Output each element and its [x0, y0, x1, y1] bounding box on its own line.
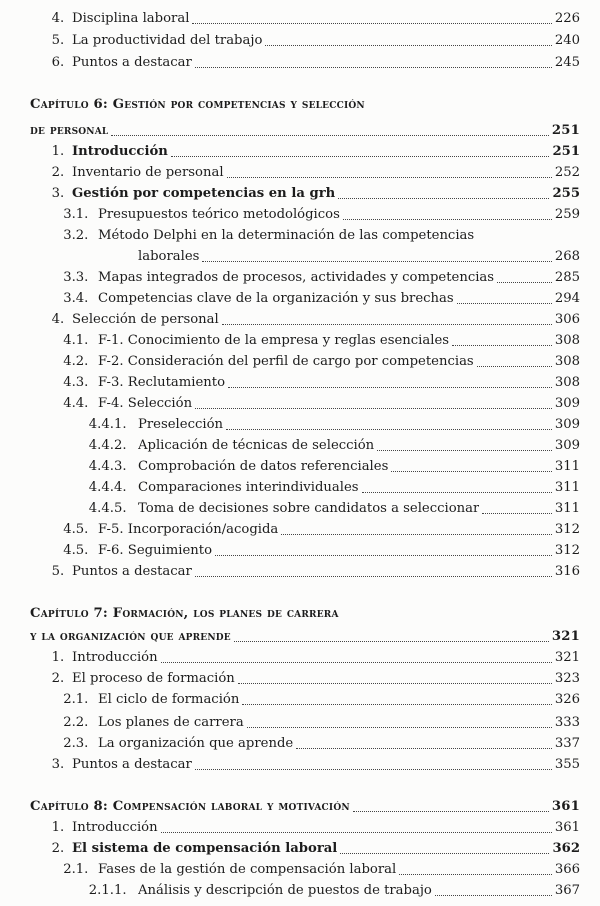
- toc-entry-title: Aplicación de técnicas de selección: [138, 438, 375, 453]
- toc-entry-number: 5.: [51, 33, 65, 48]
- toc-page-number: 312: [554, 543, 580, 558]
- toc-entry-number: 2.2.: [63, 715, 89, 730]
- toc-entry-number: 5.: [51, 564, 65, 579]
- toc-entry-title: Puntos a destacar: [72, 564, 192, 579]
- toc-leader-dots: [171, 155, 550, 157]
- toc-leader-dots: [227, 176, 552, 178]
- toc-entry: [72, 30, 580, 52]
- toc-entry: [138, 498, 580, 520]
- toc-entry-title: Fases de la gestión de compensación laboral: [98, 862, 397, 877]
- toc-entry-title: Capítulo 7: Formación, los planes de carrera: [30, 606, 339, 621]
- toc-entry-title: Comprobación de datos referenciales: [138, 459, 389, 474]
- toc-page-number: 251: [552, 144, 580, 159]
- toc-entry: [138, 435, 580, 457]
- toc-entry-title: Comparaciones interindividuales: [138, 480, 359, 495]
- toc-entry: [72, 183, 580, 205]
- toc-entry-number: 4.4.: [63, 396, 89, 411]
- toc-page-number: 294: [554, 291, 580, 306]
- toc-leader-dots: [435, 894, 552, 896]
- toc-entry-title: Los planes de carrera: [98, 715, 244, 730]
- toc-leader-dots: [222, 323, 552, 325]
- toc-page-number: 326: [554, 692, 580, 707]
- toc-page-number: 306: [554, 312, 580, 327]
- toc-page-number: 226: [554, 11, 580, 26]
- toc-leader-dots: [265, 44, 551, 46]
- toc-leader-dots: [228, 386, 552, 388]
- toc-leader-dots: [202, 260, 551, 262]
- toc-leader-dots: [234, 640, 549, 642]
- toc-entry: [72, 141, 580, 163]
- toc-entry: [98, 330, 580, 352]
- toc-entry: [98, 733, 580, 755]
- toc-page-number: 252: [554, 165, 580, 180]
- toc-entry: [98, 204, 580, 226]
- toc-page-number: 255: [552, 186, 580, 201]
- toc-chapter-heading: [30, 603, 580, 625]
- toc-entry-title: Disciplina laboral: [72, 11, 190, 26]
- toc-leader-dots: [195, 768, 552, 770]
- toc-page-number: 361: [551, 799, 580, 814]
- toc-page-number: 362: [552, 841, 580, 856]
- toc-page-number: 251: [551, 123, 580, 138]
- toc-entry: [98, 712, 580, 734]
- toc-chapter-heading: [30, 626, 580, 648]
- toc-page-number: 311: [554, 480, 580, 495]
- toc-chapter-heading: [30, 796, 580, 818]
- toc-entry-number: 4.4.4.: [88, 480, 127, 495]
- toc-entry-number: 2.1.: [63, 862, 89, 877]
- toc-leader-dots: [343, 218, 552, 220]
- toc-entry: [138, 456, 580, 478]
- toc-entry-title: de personal: [30, 123, 109, 138]
- toc-entry: [98, 519, 580, 541]
- toc-entry: [72, 162, 580, 184]
- toc-entry: [138, 880, 580, 902]
- toc-entry-number: 1.: [51, 144, 65, 159]
- toc-entry: [72, 8, 580, 30]
- toc-entry-title: Puntos a destacar: [72, 757, 192, 772]
- toc-leader-dots: [338, 197, 549, 199]
- toc-entry: [72, 838, 580, 860]
- toc-entry-number: 3.1.: [63, 207, 89, 222]
- toc-page-number: 309: [554, 417, 580, 432]
- toc-page-number: 309: [554, 438, 580, 453]
- toc-leader-dots: [195, 407, 552, 409]
- toc-leader-dots: [391, 470, 551, 472]
- toc-entry-number: 2.1.1.: [88, 883, 127, 898]
- toc-entry-number: 4.4.1.: [88, 417, 127, 432]
- toc-entry-title: Toma de decisiones sobre candidatos a seleccionar: [138, 501, 480, 516]
- toc-entry: [72, 668, 580, 690]
- toc-entry-number: 4.5.: [63, 543, 89, 558]
- toc-entry-title: Selección de personal: [72, 312, 219, 327]
- toc-entry-title: y la organización que aprende: [30, 629, 231, 644]
- toc-entry-number: 4.: [51, 11, 65, 26]
- toc-page-number: 321: [551, 629, 580, 644]
- toc-entry-title: Puntos a destacar: [72, 55, 192, 70]
- toc-leader-dots: [296, 747, 552, 749]
- toc-entry-number: 4.2.: [63, 354, 89, 369]
- toc-page-number: 308: [554, 375, 580, 390]
- toc-entry-number: 1.: [51, 650, 65, 665]
- toc-entry-number: 4.4.5.: [88, 501, 127, 516]
- toc-leader-dots: [226, 428, 552, 430]
- toc-entry: [138, 246, 580, 268]
- toc-entry-title: F-2. Consideración del perfil de cargo por competencias: [98, 354, 474, 369]
- toc-entry-title: Competencias clave de la organización y sus brechas: [98, 291, 454, 306]
- toc-page-number: 361: [554, 820, 580, 835]
- toc-entry-title: Inventario de personal: [72, 165, 224, 180]
- toc-page-number: 323: [554, 671, 580, 686]
- toc-entry: [72, 561, 580, 583]
- toc-entry-number: 2.3.: [63, 736, 89, 751]
- toc-page-number: 311: [554, 501, 580, 516]
- toc-leader-dots: [362, 491, 552, 493]
- toc-leader-dots: [452, 344, 552, 346]
- toc-leader-dots: [215, 554, 552, 556]
- toc-entry-number: 6.: [51, 55, 65, 70]
- toc-leader-dots: [482, 512, 551, 514]
- toc-entry-number: 3.: [51, 757, 65, 772]
- toc-leader-dots: [497, 281, 552, 283]
- toc-page-number: 316: [554, 564, 580, 579]
- toc-page-number: 311: [554, 459, 580, 474]
- toc-page-number: 240: [554, 33, 580, 48]
- toc-entry-title: Preselección: [138, 417, 223, 432]
- toc-entry-number: 2.: [51, 671, 65, 686]
- toc-page-number: 321: [554, 650, 580, 665]
- toc-entry-number: 4.3.: [63, 375, 89, 390]
- toc-entry-number: 3.2.: [63, 228, 89, 243]
- toc-entry: [98, 351, 580, 373]
- toc-entry-title: F-5. Incorporación/acogida: [98, 522, 279, 537]
- toc-entry-number: 4.5.: [63, 522, 89, 537]
- toc-entry: [72, 309, 580, 331]
- toc-entry-title: Gestión por competencias en la grh: [72, 186, 336, 201]
- toc-leader-dots: [111, 134, 548, 136]
- toc-entry-number: 2.1.: [63, 692, 89, 707]
- toc-entry-title: F-4. Selección: [98, 396, 193, 411]
- toc-entry-title: Introducción: [72, 650, 158, 665]
- toc-entry-title: Capítulo 8: Compensación laboral y motivación: [30, 799, 350, 814]
- toc-leader-dots: [195, 66, 552, 68]
- toc-leader-dots: [192, 22, 551, 24]
- toc-entry: [138, 477, 580, 499]
- toc-leader-dots: [242, 703, 551, 705]
- toc-leader-dots: [281, 533, 552, 535]
- toc-entry-number: 3.3.: [63, 270, 89, 285]
- toc-entry-number: 2.: [51, 841, 65, 856]
- toc-entry-title: Presupuestos teórico metodológicos: [98, 207, 340, 222]
- toc-entry: [72, 754, 580, 776]
- toc-entry: [72, 647, 580, 669]
- toc-entry: [98, 267, 580, 289]
- toc-entry: [98, 393, 580, 415]
- toc-leader-dots: [399, 873, 552, 875]
- toc-page-number: 259: [554, 207, 580, 222]
- toc-entry-title: El sistema de compensación laboral: [72, 841, 338, 856]
- toc-entry-number: 4.: [51, 312, 65, 327]
- toc-leader-dots: [457, 302, 552, 304]
- toc-leader-dots: [238, 682, 552, 684]
- toc-page-number: 308: [554, 333, 580, 348]
- toc-entry-number: 1.: [51, 820, 65, 835]
- toc-entry-number: 4.4.3.: [88, 459, 127, 474]
- toc-entry: [98, 372, 580, 394]
- toc-leader-dots: [161, 831, 552, 833]
- toc-page-number: 312: [554, 522, 580, 537]
- toc-entry: [98, 288, 580, 310]
- toc-entry: [72, 817, 580, 839]
- toc-entry-number: 4.1.: [63, 333, 89, 348]
- toc-leader-dots: [340, 852, 549, 854]
- toc-entry-title: F-6. Seguimiento: [98, 543, 213, 558]
- toc-entry-title: El ciclo de formación: [98, 692, 240, 707]
- toc-entry-number: 2.: [51, 165, 65, 180]
- toc-leader-dots: [161, 661, 552, 663]
- toc-page-number: 308: [554, 354, 580, 369]
- toc-entry: [98, 859, 580, 881]
- toc-entry-title: F-1. Conocimiento de la empresa y reglas esenciales: [98, 333, 450, 348]
- toc-entry-number: 3.: [51, 186, 65, 201]
- toc-page-number: 366: [554, 862, 580, 877]
- toc-entry-title: Análisis y descripción de puestos de trabajo: [138, 883, 432, 898]
- toc-entry: [98, 540, 580, 562]
- toc-entry-title: Introducción: [72, 820, 158, 835]
- toc-entry-title: Capítulo 6: Gestión por competencias y selección: [30, 97, 365, 112]
- toc-entry-title: F-3. Reclutamiento: [98, 375, 226, 390]
- toc-entry: [72, 52, 580, 74]
- toc-page-number: 367: [554, 883, 580, 898]
- toc-entry-title: La organización que aprende: [98, 736, 294, 751]
- toc-entry-title: Introducción: [72, 144, 168, 159]
- toc-page-number: 337: [554, 736, 580, 751]
- toc-leader-dots: [477, 365, 552, 367]
- toc-entry-title: La productividad del trabajo: [72, 33, 263, 48]
- toc-entry-number: 3.4.: [63, 291, 89, 306]
- toc-page-number: 268: [554, 249, 580, 264]
- toc-leader-dots: [377, 449, 552, 451]
- toc-entry-number: 4.4.2.: [88, 438, 127, 453]
- toc-leader-dots: [195, 575, 552, 577]
- toc-entry: [98, 689, 580, 711]
- toc-entry-title: laborales: [138, 249, 200, 264]
- toc-entry: [98, 225, 580, 247]
- toc-entry-title: Método Delphi en la determinación de las competencias: [98, 228, 475, 243]
- toc-page-number: 355: [554, 757, 580, 772]
- toc-page-number: 333: [554, 715, 580, 730]
- toc-page-number: 309: [554, 396, 580, 411]
- toc-entry-title: El proceso de formación: [72, 671, 235, 686]
- toc-leader-dots: [353, 810, 549, 812]
- toc-entry-title: Mapas integrados de procesos, actividades y competencias: [98, 270, 495, 285]
- toc-chapter-heading: [30, 94, 580, 116]
- toc-page-number: 285: [554, 270, 580, 285]
- toc-page-number: 245: [554, 55, 580, 70]
- toc-entry: [138, 414, 580, 436]
- toc-leader-dots: [247, 726, 552, 728]
- toc-chapter-heading: [30, 120, 580, 142]
